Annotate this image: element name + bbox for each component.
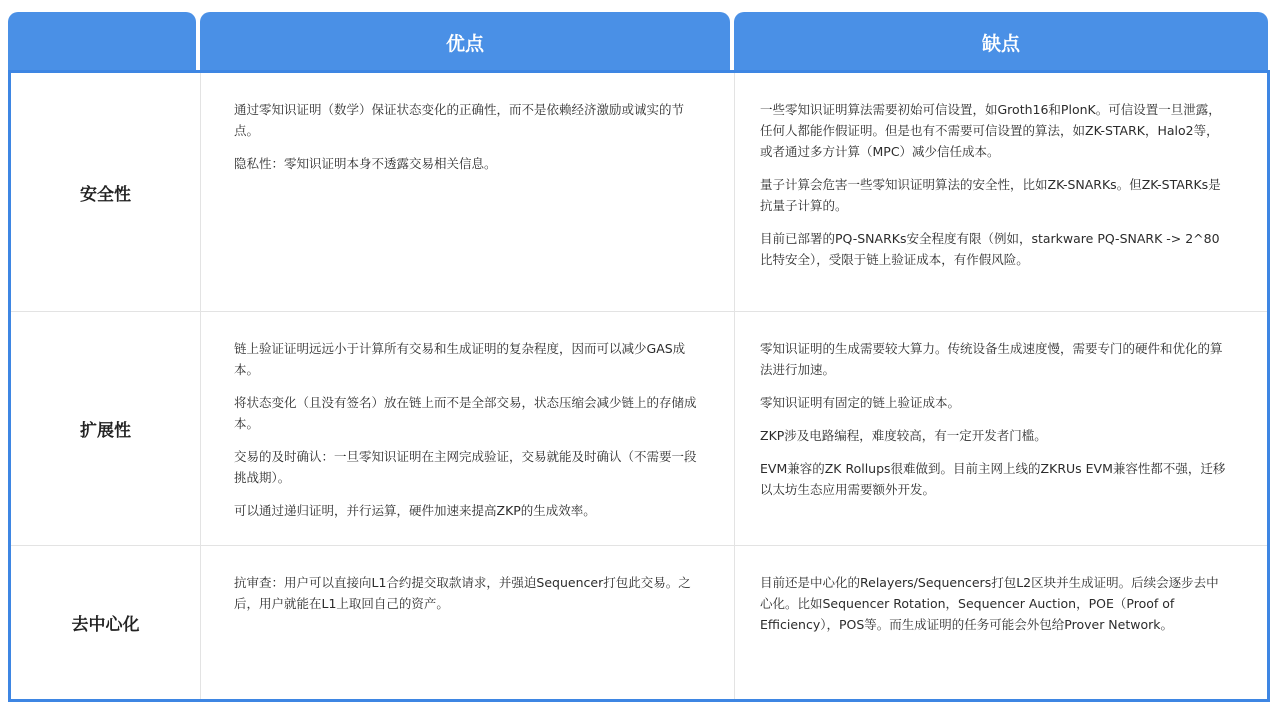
cons-paragraph: 一些零知识证明算法需要初始可信设置，如Groth16和PlonK。可信设置一旦泄露，任何人都能作假证明。但是也有不需要可信设置的算法，如ZK-STARK，Halo2等，或者通过多方计算（MPC）减少信任成本。 bbox=[760, 102, 1221, 159]
cons-paragraph: 目前已部署的PQ-SNARKs安全程度有限（例如，starkware PQ-SNARK -> 2^80比特安全），受限于链上验证成本，有作假风险。 bbox=[760, 231, 1220, 267]
pros-paragraph: 将状态变化（且没有签名）放在链上而不是全部交易，状态压缩会减少链上的存储成本。 bbox=[234, 395, 697, 431]
cons-paragraph: ZKP涉及电路编程，难度较高，有一定开发者门槛。 bbox=[760, 428, 1047, 443]
cons-paragraph: EVM兼容的ZK Rollups很难做到。目前主网上线的ZKRUs EVM兼容性都不强，迁移以太坊生态应用需要额外开发。 bbox=[760, 461, 1226, 497]
pros-column-header: 优点 bbox=[200, 12, 730, 72]
pros-paragraph: 交易的及时确认：一旦零知识证明在主网完成验证，交易就能及时确认（不需要一段挑战期）。 bbox=[234, 449, 697, 485]
header-corner-cell bbox=[8, 12, 196, 72]
pros-paragraph: 链上验证证明远远小于计算所有交易和生成证明的复杂程度，因而可以减少GAS成本。 bbox=[234, 341, 686, 377]
pros-paragraph: 隐私性：零知识证明本身不透露交易相关信息。 bbox=[234, 156, 497, 171]
cons-paragraph: 目前还是中心化的Relayers/Sequencers打包L2区块并生成证明。后续会逐步去中心化。比如Sequencer Rotation，Sequencer Auction，POE（Proof of Efficiency），POS等。而生成证明的任务可能会外包给Prover Network。 bbox=[760, 575, 1219, 632]
cons-paragraph: 零知识证明有固定的链上验证成本。 bbox=[760, 395, 961, 410]
cons-column-header: 缺点 bbox=[734, 12, 1268, 72]
table-row-decentralization bbox=[11, 546, 1267, 699]
pros-cell-security bbox=[201, 73, 735, 311]
cons-paragraph: 零知识证明的生成需要较大算力。传统设备生成速度慢，需要专门的硬件和优化的算法进行加速。 bbox=[760, 341, 1223, 377]
cons-cell-scalability bbox=[735, 312, 1267, 545]
cons-cell-security bbox=[735, 73, 1267, 311]
pros-paragraph: 可以通过递归证明，并行运算，硬件加速来提高ZKP的生成效率。 bbox=[234, 503, 596, 518]
cons-cell-decentralization bbox=[735, 546, 1267, 699]
table-row-security bbox=[11, 73, 1267, 312]
cons-paragraph: 量子计算会危害一些零知识证明算法的安全性，比如ZK-SNARKs。但ZK-STARKs是抗量子计算的。 bbox=[760, 177, 1221, 213]
table-row-scalability bbox=[11, 312, 1267, 546]
pros-paragraph: 抗审查：用户可以直接向L1合约提交取款请求，并强迫Sequencer打包此交易。之后，用户就能在L1上取回自己的资产。 bbox=[234, 575, 691, 611]
row-label-decentralization: 去中心化 bbox=[11, 546, 201, 699]
comparison-table bbox=[8, 70, 1270, 702]
pros-cell-decentralization bbox=[201, 546, 735, 699]
pros-cell-scalability bbox=[201, 312, 735, 545]
row-label-scalability: 扩展性 bbox=[11, 312, 201, 545]
pros-paragraph: 通过零知识证明（数学）保证状态变化的正确性，而不是依赖经济激励或诚实的节点。 bbox=[234, 102, 685, 138]
row-label-security: 安全性 bbox=[11, 73, 201, 311]
